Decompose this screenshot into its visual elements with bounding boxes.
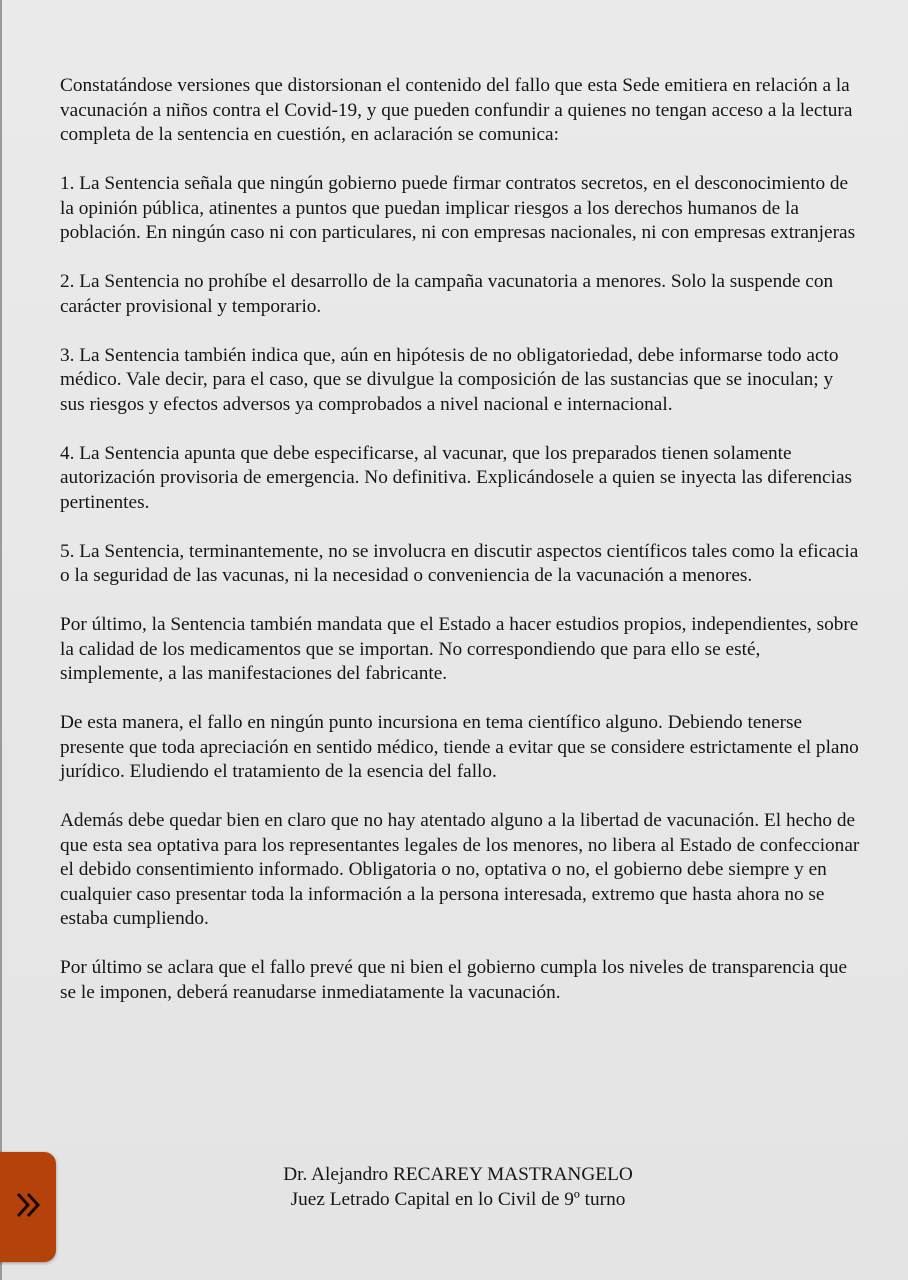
studies-paragraph: Por último, la Sentencia también mandata que el Estado a hacer estudios propios, independientes, sobre la calidad de los medicamentos que se importan. No correspondiendo que para ello se esté, simplemente, a las manifestaciones del fabricante. <box>60 614 859 684</box>
intro-paragraph: Constatándose versiones que distorsionan el contenido del fallo que esta Sede emitiera en relación a la vacunación a niños contra el Covid-19, y que pueden confundir a quienes no tengan acceso a la lectura completa de la sentencia en cuestión, en aclaración se comunica: <box>60 75 853 145</box>
scientific-paragraph: De esta manera, el fallo en ningún punto incursiona en tema científico alguno. Debiendo tenerse presente que toda apreciación en sentido médico, tiende a evitar que se considere estrictamente el plano jurídico. Eludiendo el tratamiento de la esencia del fallo. <box>60 712 859 782</box>
freedom-paragraph: Además debe quedar bien en claro que no hay atentado alguno a la libertad de vacunación. El hecho de que esta sea optativa para los representantes legales de los menores, no libera al Estado de confeccionar el debido consentimiento informado. Obligatoria o no, optativa o no, el gobierno debe siempre y en cualquier caso presentar toda la información a la persona interesada, extremo que hasta ahora no se estaba cumpliendo. <box>60 810 860 929</box>
double-chevron-right-icon <box>14 1190 44 1220</box>
signature-name: Dr. Alejandro RECAREY MASTRANGELO <box>283 1164 633 1185</box>
point-2-paragraph: 2. La Sentencia no prohíbe el desarrollo de la campaña vacunatoria a menores. Solo la suspende con carácter provisional y temporario. <box>60 271 834 317</box>
page-edge <box>0 0 2 1280</box>
closing-paragraph: Por último se aclara que el fallo prevé que ni bien el gobierno cumpla los niveles de transparencia que se le imponen, deberá reanudarse inmediatamente la vacunación. <box>60 957 848 1003</box>
document-body <box>60 74 860 1030</box>
point-1-paragraph: 1. La Sentencia señala que ningún gobierno puede firmar contratos secretos, en el desconocimiento de la opinión pública, atinentes a puntos que puedan implicar riesgos a los derechos humanos de la población. En ningún caso ni con particulares, ni con empresas nacionales, ni con empresas extranjeras <box>60 173 856 243</box>
point-4-paragraph: 4. La Sentencia apunta que debe especificarse, al vacunar, que los preparados tienen solamente autorización provisoria de emergencia. No definitiva. Explicándosele a quien se inyecta las diferencias pertinentes. <box>60 442 852 513</box>
point-3-paragraph: 3. La Sentencia también indica que, aún en hipótesis de no obligatoriedad, debe informarse todo acto médico. Vale decir, para el caso, que se divulgue la composición de las sustancias que se inoculan; y sus riesgos y efectos adversos ya comprobados a nivel nacional e internacional. <box>60 344 839 415</box>
point-5-paragraph: 5. La Sentencia, terminantemente, no se involucra en discutir aspectos científicos tales como la eficacia o la seguridad de las vacunas, ni la necesidad o conveniencia de la vacunación a menores. <box>60 540 859 586</box>
signature-block <box>0 1163 908 1212</box>
next-page-button[interactable] <box>0 1152 56 1262</box>
signature-title: Juez Letrado Capital en lo Civil de 9º turno <box>290 1188 626 1210</box>
